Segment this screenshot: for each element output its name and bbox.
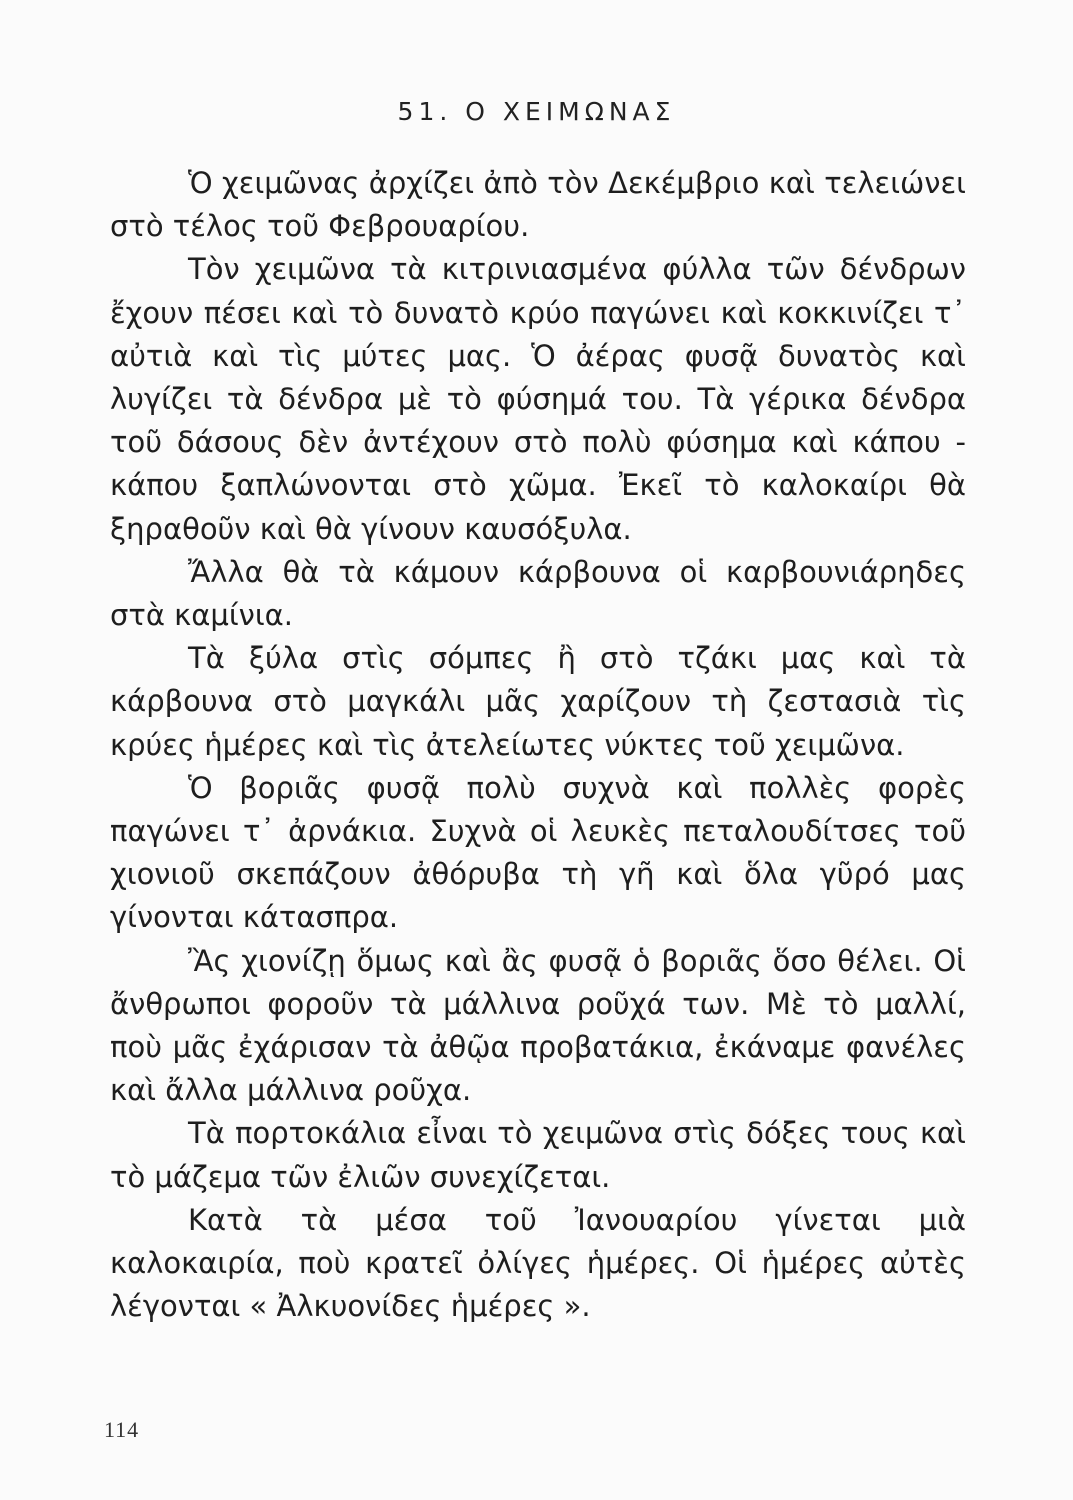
paragraph: Ἄλλα θὰ τὰ κάμουν κάρβουνα οἱ καρβουνιάρηδες στὰ καμίνια. (110, 554, 966, 633)
paragraph: Τὰ ξύλα στὶς σόμπες ἢ στὸ τζάκι μας καὶ τὰ κάρβουνα στὸ μαγκάλι μᾶς χαρίζουν τὴ ζεστασιὰ τὶς κρύες ἡμέρες καὶ τὶς ἀτελείωτες νύκτες τοῦ χειμῶνα. (110, 641, 966, 762)
paragraph: Τὰ πορτοκάλια εἶναι τὸ χειμῶνα στὶς δόξες τους καὶ τὸ μάζεμα τῶν ἐλιῶν συνεχίζεται. (110, 1116, 966, 1194)
page-number: 114 (104, 1417, 140, 1442)
chapter-title: 51. Ο ΧΕΙΜΩΝΑΣ (397, 97, 676, 126)
paragraph: Κατὰ τὰ μέσα τοῦ Ἰανουαρίου γίνεται μιὰ καλοκαιρία, ποὺ κρατεῖ ὀλίγες ἡμέρες. Οἱ ἡμέρες αὐτὲς λέγονται « Ἀλκυονίδες ἡμέρες ». (110, 1202, 966, 1324)
paragraph: Ὁ χειμῶνας ἀρχίζει ἀπὸ τὸν Δεκέμβριο καὶ τελειώνει στὸ τέλος τοῦ Φεβρουαρίου. (110, 166, 966, 244)
paragraph: Τὸν χειμῶνα τὰ κιτρινιασμένα φύλλα τῶν δένδρων ἔχουν πέσει καὶ τὸ δυνατὸ κρύο παγώνει καὶ κοκκινίζει τ᾽ αὐτιὰ καὶ τὶς μύτες μας. Ὁ ἀέρας φυσᾷ δυνατὸς καὶ λυγίζει τὰ δένδρα μὲ τὸ φύσημά του. Τὰ γέρικα δένδρα τοῦ δάσους δὲν ἀντέχουν στὸ πολὺ φύσημα καὶ κάπου - κάπου ξαπλώνονται στὸ χῶμα. Ἐκεῖ τὸ καλοκαίρι θὰ ξηραθοῦν καὶ θὰ γίνουν καυσόξυλα. (110, 252, 966, 546)
body-text (110, 162, 966, 1328)
paragraph: Ἂς χιονίζῃ ὅμως καὶ ἂς φυσᾷ ὁ βοριᾶς ὅσο θέλει. Οἱ ἄνθρωποι φοροῦν τὰ μάλλινα ροῦχά των. Μὲ τὸ μαλλί, ποὺ μᾶς ἐχάρισαν τὰ ἀθῷα προβατάκια, ἐκάναμε φανέλες καὶ ἄλλα μάλλινα ροῦχα. (110, 943, 966, 1108)
paragraph: Ὁ βοριᾶς φυσᾷ πολὺ συχνὰ καὶ πολλὲς φορὲς παγώνει τ᾽ ἀρνάκια. Συχνὰ οἱ λευκὲς πεταλουδίτσες τοῦ χιονιοῦ σκεπάζουν ἀθόρυβα τὴ γῆ καὶ ὅλα γῦρό μας γίνονται κάτασπρα. (110, 770, 966, 935)
